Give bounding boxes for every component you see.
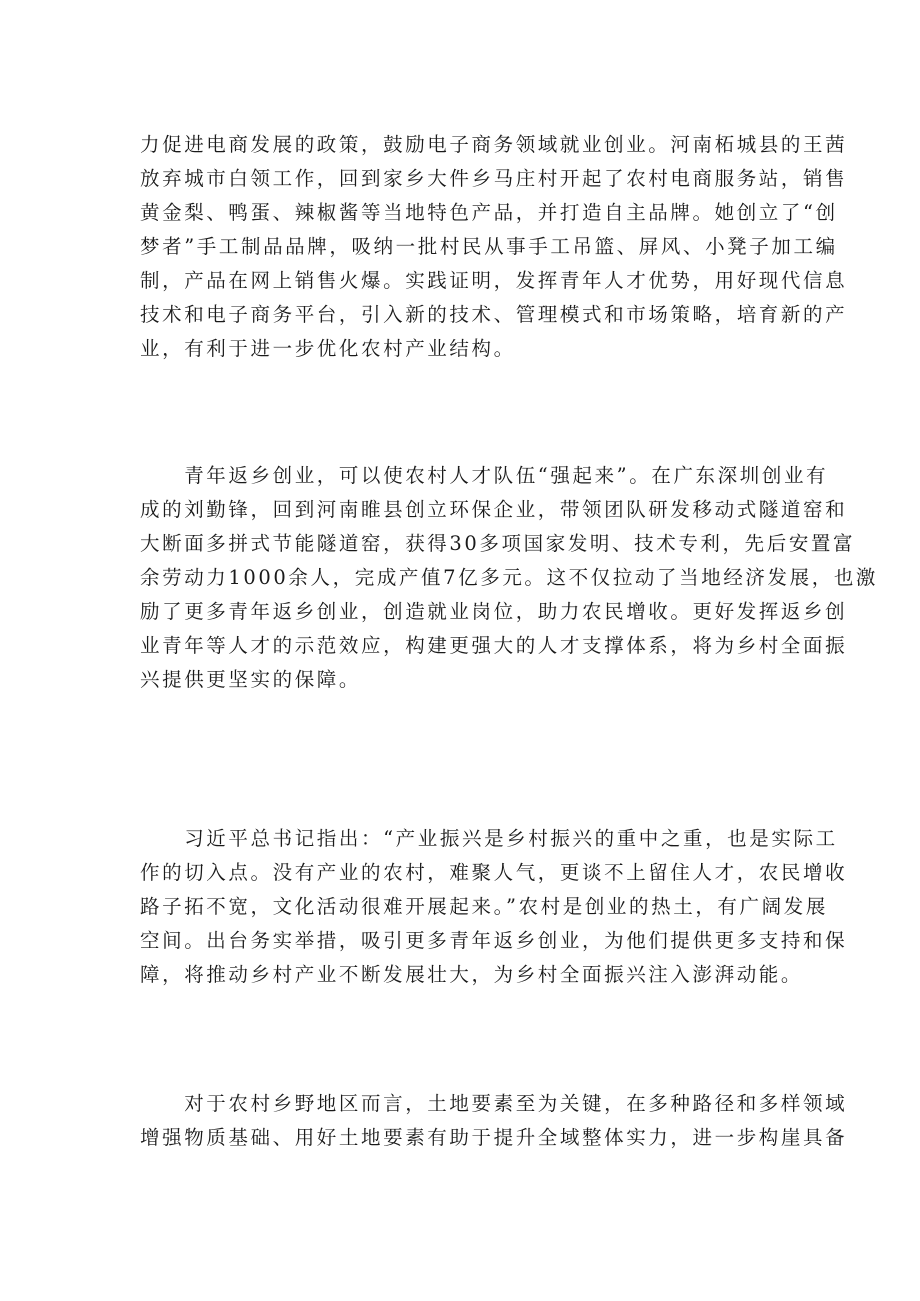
paragraph-industry-revitalization — [140, 822, 848, 992]
text-line: 放弃城市白领工作，回到家乡大件乡马庄村开起了农村电商服务站，销售 — [140, 167, 848, 190]
text-line: 制，产品在网上销售火爆。实践证明，发挥青年人才优势，用好现代信息 — [140, 269, 848, 292]
text-line: 习近平总书记指出：“产业振兴是乡村振兴的重中之重，也是实际工 — [140, 827, 838, 850]
text-line: 大断面多拼式节能隧道窑，获得30多项国家发明、技术专利，先后安置富 — [140, 532, 856, 555]
text-line: 余劳动力1000余人，完成产值7亿多元。这不仅拉动了当地经济发展，也激 — [140, 566, 879, 589]
text-line: 空间。出台务实举措，吸引更多青年返乡创业，为他们提供更多支持和保 — [140, 929, 848, 952]
text-line: 技术和电子商务平台，引入新的技术、管理模式和市场策略，培育新的产 — [140, 303, 848, 326]
text-line: 障，将推动乡村产业不断发展壮大，为乡村全面振兴注入澎湃动能。 — [140, 963, 804, 986]
paragraph-land-elements — [140, 1087, 848, 1155]
text-line: 黄金梨、鸭蛋、辣椒酱等当地特色产品，并打造自主品牌。她创立了“创 — [140, 201, 838, 224]
text-line: 青年返乡创业，可以使农村人才队伍“强起来”。在广东深圳创业有 — [140, 464, 829, 487]
paragraph-ecommerce-policy — [140, 128, 848, 366]
text-line: 业，有利于进一步优化农村产业结构。 — [140, 337, 516, 360]
text-line: 兴提供更坚实的保障。 — [140, 668, 362, 691]
text-line: 成的刘勤锋，回到河南睢县创立环保企业，带领团队研发移动式隧道窑和 — [140, 498, 848, 521]
paragraph-youth-return — [140, 459, 879, 697]
text-line: 力促进电商发展的政策，鼓励电子商务领域就业创业。河南柘城县的王茜 — [140, 133, 848, 156]
text-line: 增强物质基础、用好土地要素有助于提升全域整体实力，进一步构崖具备 — [140, 1126, 848, 1149]
text-line: 路子拓不宽，文化活动很难开展起来。”农村是创业的热土，有广阔发展 — [140, 895, 828, 918]
text-line: 对于农村乡野地区而言，土地要素至为关键，在多种路径和多样领域 — [140, 1092, 848, 1115]
text-line: 梦者”手工制品品牌，吸纳一批村民从事手工吊篮、屏风、小凳子加工编 — [140, 235, 838, 258]
text-line: 业青年等人才的示范效应，构建更强大的人才支撑体系，将为乡村全面振 — [140, 634, 848, 657]
text-line: 励了更多青年返乡创业，创造就业岗位，助力农民增收。更好发挥返乡创 — [140, 600, 848, 623]
text-line: 作的切入点。没有产业的农村，难聚人气，更谈不上留住人才，农民增收 — [140, 861, 848, 884]
